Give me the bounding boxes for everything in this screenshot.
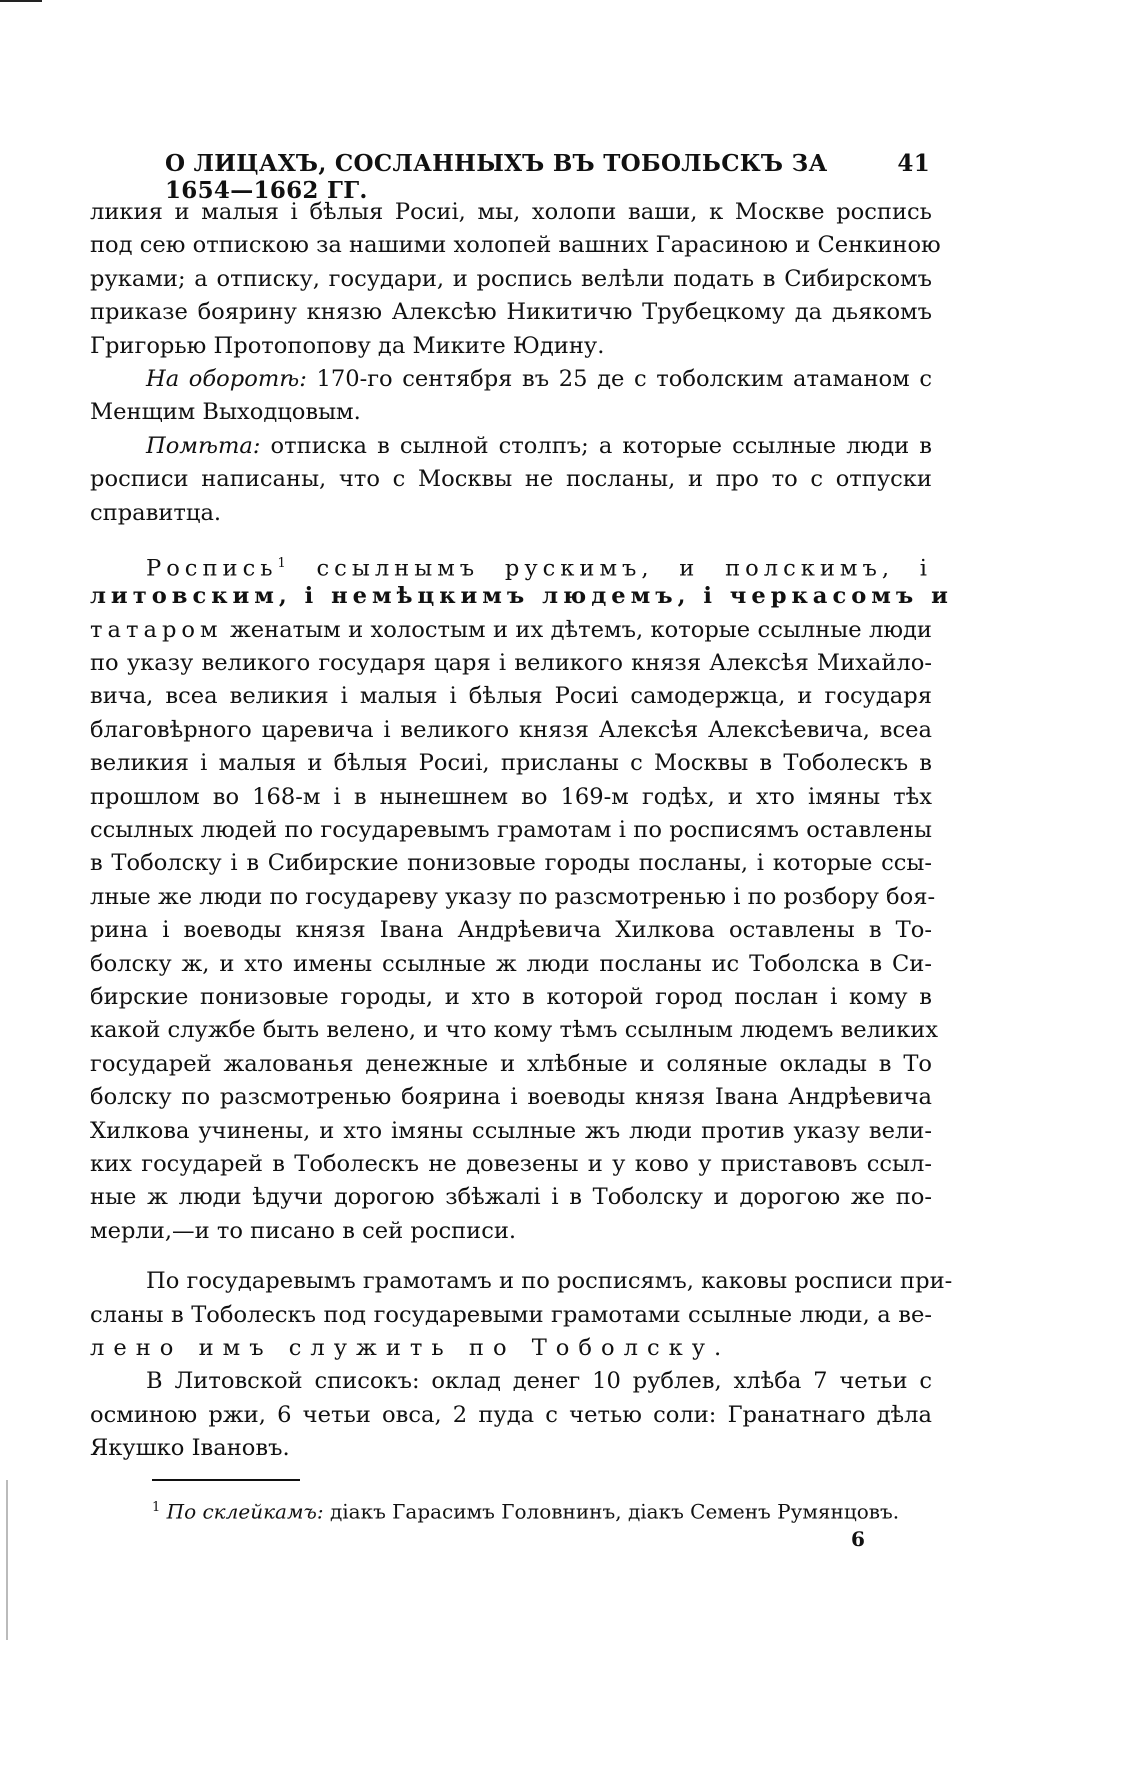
text-line: ссылных людей по государевымъ грамотам і по росписямъ оставлены (90, 817, 932, 844)
text-line: по указу великого государя царя і великого князя Алексѣя Михайло- (90, 650, 932, 677)
text-line: осминою ржи, 6 четьи овса, 2 пуда с четью соли: Гранатнаго дѣла (90, 1401, 932, 1428)
text-line: ликия и малыя і бѣлыя Росиі, мы, холопи ваши, к Москве роспись (90, 199, 932, 225)
text-line: великия і малыя и бѣлыя Росиі, присланы с Москвы в Тоболескъ в (90, 750, 932, 777)
text-fragment: ссылнымъ рускимъ, и полскимъ, і (290, 555, 932, 582)
text-line: ные ж люди ѣдучи дорогою збѣжалі і в Тоболску и дорогою же по- (90, 1184, 932, 1211)
page-number: 41 (897, 150, 930, 177)
page-body (90, 196, 953, 1465)
text-line: болску ж, и хто имены ссылные ж люди посланы ис Тоболска в Си- (90, 950, 932, 977)
text-line: болску по разсмотренью боярина і воеводы князя Івана Андрѣевича (90, 1084, 932, 1111)
paragraph-gap (90, 530, 932, 547)
text-line: благовѣрного царевича і великого князя Алексѣя Алексѣевича, всеа (90, 716, 932, 743)
text-line (90, 614, 932, 647)
text-line: лено имъ служить по Тоболску. (90, 1334, 731, 1361)
text-line: В Литовской списокъ: оклад денег 10 рублев, хлѣба 7 четьи с (146, 1368, 932, 1395)
signature-mark: 6 (851, 1527, 865, 1551)
text-line: Хилкова учинены, и хто імяны ссылные жъ люди против указу вели- (90, 1117, 932, 1144)
text-line: мерли,—и то писано в сей росписи. (90, 1217, 517, 1244)
spaced-word: Роспись (146, 555, 278, 582)
text-line: руками; а отписку, государи, и роспись велѣли подать в Сибирскомъ (90, 265, 932, 292)
text-fragment: женатым и холостым и их дѣтемъ, которые ссылные люди (222, 616, 932, 643)
text-line: под сею отпискою за нашими холопей вашних Гарасиною и Сенкиною (90, 232, 941, 259)
text-line: в Тоболску і в Сибирские понизовые городы посланы, і которые ссы- (90, 850, 932, 877)
spaced-word: татаром (90, 616, 223, 643)
footnote-divider (152, 1479, 300, 1481)
text-line (90, 547, 932, 580)
text-line: Якушко Івановъ. (90, 1435, 290, 1462)
text-line: Менщим Выходцовым. (90, 399, 361, 426)
note-label-reverse: На оборотѣ: (146, 365, 307, 392)
text-line: лные же люди по государеву указу по разсмотренью і по розбору боя- (90, 883, 936, 910)
footnote-text: діакъ Гарасимъ Головнинъ, діакъ Семенъ Румянцовъ. (323, 1499, 900, 1524)
text-line: По государевымъ грамотамъ и по росписямъ, каковы росписи при- (146, 1268, 953, 1295)
text-line: вича, всеа великия і малыя і бѣлыя Росиі самодержца, и государя (90, 683, 932, 710)
text-line: бирские понизовые городы, и хто в которой город послан і кому в (90, 983, 932, 1010)
text-line: прикaзе боярину князю Алексѣю Никитичю Трубецкому да дьякомъ (90, 299, 932, 326)
text-line: литовским, і немѣцкимъ людемъ, і черкасомъ и (90, 583, 953, 610)
text-line: какой службе быть велено, и что кому тѣмъ ссылным людемъ великих (90, 1017, 938, 1044)
text-line: Григорью Протопопову да Миките Юдину. (90, 332, 605, 359)
footnote-label: По склейкамъ: (166, 1499, 324, 1524)
paragraph-gap (90, 1248, 932, 1265)
scan-edge-shadow (6, 1480, 8, 1640)
text-fragment: отписка в сылной столпъ; а которые ссылные люди в (260, 432, 932, 459)
note-label-mark: Помѣта: (146, 432, 261, 459)
text-line: прошлом во 168-м і в нынешнем во 169-м годѣх, и хто імяны тѣх (90, 783, 932, 810)
text-fragment: 170-го сентября въ 25 де с тоболским атаманом с (306, 365, 932, 392)
text-line: ких государей в Тоболескъ не довезены и у ково у приставовъ ссыл- (90, 1150, 932, 1177)
scan-edge-mark (0, 0, 42, 2)
running-head-title: О ЛИЦАХЪ, СОСЛАННЫХЪ ВЪ ТОБОЛЬСКЪ ЗА 1654—1662 ГГ. (165, 150, 828, 204)
text-line (90, 430, 932, 463)
text-line: сланы в Тоболескъ под государевыми грамотами ссылные люди, а ве- (90, 1301, 932, 1328)
text-line: росписи написаны, что с Москвы не посланы, и про то с отпуски (90, 466, 932, 493)
footnote-number: 1 (152, 1500, 161, 1515)
text-line (90, 363, 932, 396)
text-line: государей жалованья денежные и хлѣбные и соляные оклады в То (90, 1050, 932, 1077)
footnote-marker: 1 (277, 555, 291, 571)
text-line: рина і воеводы князя Івана Андрѣевича Хилкова оставлены в То- (90, 917, 932, 944)
footnote (152, 1494, 932, 1526)
text-line: справитца. (90, 499, 222, 526)
